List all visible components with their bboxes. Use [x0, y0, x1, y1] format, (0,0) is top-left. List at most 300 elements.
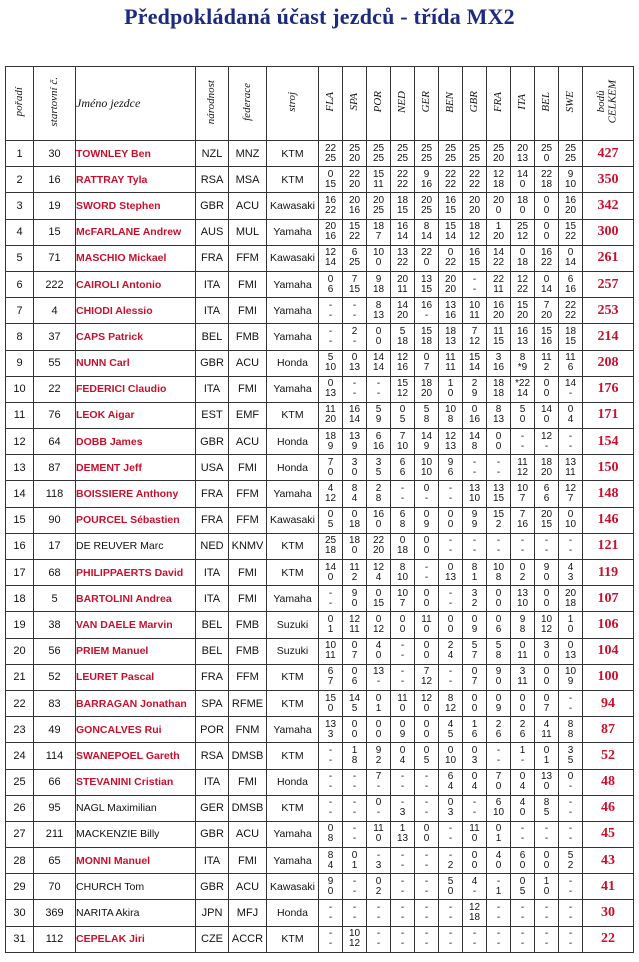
race1-points: 5	[519, 404, 526, 416]
race-result-cell	[559, 507, 583, 533]
start-number-cell: 66	[34, 769, 76, 795]
race2-points: -	[448, 597, 453, 609]
race-result-cell	[439, 350, 463, 376]
race1-points: 25	[372, 142, 385, 154]
race1-points: 20	[348, 194, 361, 206]
race2-points: 9	[375, 414, 382, 426]
race2-points: 6	[567, 362, 574, 374]
race2-points: -	[568, 388, 573, 400]
race1-points: 15	[396, 378, 409, 390]
race-result-cell	[463, 612, 487, 638]
race1-points: 22	[348, 168, 361, 180]
race1-points: 9	[471, 509, 478, 521]
race2-points: 25	[372, 152, 385, 164]
race2-points: -	[568, 781, 573, 793]
race1-points: -	[400, 928, 405, 940]
bike-cell: Yamaha	[267, 376, 319, 402]
race1-points: 0	[375, 875, 382, 887]
race-result-cell	[343, 324, 367, 350]
race1-points: 7	[351, 273, 358, 285]
race1-points: 6	[327, 666, 334, 678]
race2-points: 15	[492, 493, 505, 505]
race2-points: -	[448, 493, 453, 505]
race2-points: 1	[471, 571, 478, 583]
race-result-cell	[343, 586, 367, 612]
rider-name-cell: BARRAGAN Jonathan	[76, 690, 196, 716]
race2-points: 15	[468, 257, 481, 269]
total-points-cell: 22	[583, 926, 634, 952]
race1-points: -	[544, 535, 549, 547]
race2-points: 18	[468, 912, 481, 924]
race1-points: -	[328, 771, 333, 783]
race-result-cell	[367, 769, 391, 795]
race2-points: 13	[516, 335, 529, 347]
race1-points: -	[568, 875, 573, 887]
race2-points: 5	[375, 466, 382, 478]
race-result-cell	[559, 167, 583, 193]
race-result-cell	[391, 795, 415, 821]
race-result-cell	[319, 481, 343, 507]
race-result-cell	[367, 795, 391, 821]
race1-points: 10	[420, 456, 433, 468]
table-header-row	[6, 67, 634, 141]
race2-points: 5	[519, 885, 526, 897]
race2-points: 0	[375, 257, 382, 269]
race1-points: 15	[564, 221, 577, 233]
race-result-cell	[343, 717, 367, 743]
race-result-cell	[511, 141, 535, 167]
position-cell: 6	[6, 271, 34, 297]
race2-points: -	[400, 885, 405, 897]
race-result-cell	[343, 638, 367, 664]
start-number-cell: 70	[34, 874, 76, 900]
race1-points: 18	[324, 430, 337, 442]
race-result-cell	[511, 271, 535, 297]
race-result-cell	[367, 193, 391, 219]
race1-points: 16	[540, 247, 553, 259]
race2-points: -	[568, 440, 573, 452]
race1-points: -	[400, 771, 405, 783]
federation-cell: FMI	[229, 560, 267, 586]
race2-points: 0	[351, 545, 358, 557]
total-points-cell: 45	[583, 821, 634, 847]
race-result-cell	[391, 324, 415, 350]
race2-points: 9	[351, 440, 358, 452]
position-cell: 30	[6, 900, 34, 926]
race2-points: 18	[516, 257, 529, 269]
race-result-cell	[439, 271, 463, 297]
nationality-cell: FRA	[196, 481, 229, 507]
start-number-cell: 118	[34, 481, 76, 507]
bike-cell: Honda	[267, 350, 319, 376]
race1-points: 3	[375, 456, 382, 468]
race2-points: 10	[468, 493, 481, 505]
race-result-cell	[367, 402, 391, 428]
federation-cell: FMI	[229, 376, 267, 402]
race1-points: 0	[519, 561, 526, 573]
race-result-cell	[463, 717, 487, 743]
race-result-cell	[559, 612, 583, 638]
race1-points: 7	[423, 666, 430, 678]
race-result-cell	[415, 507, 439, 533]
race2-points: 5	[567, 754, 574, 766]
race-result-cell	[391, 245, 415, 271]
race2-points: 16	[324, 231, 337, 243]
race1-points: -	[568, 535, 573, 547]
race-result-cell	[535, 743, 559, 769]
race-result-cell	[415, 193, 439, 219]
race-result-cell	[415, 350, 439, 376]
header-race-fla: FLA	[319, 67, 343, 141]
position-cell: 4	[6, 219, 34, 245]
race1-points: 14	[564, 378, 577, 390]
race-result-cell	[391, 141, 415, 167]
race2-points: 20	[348, 152, 361, 164]
race2-points: -	[496, 912, 501, 924]
race1-points: 9	[327, 875, 334, 887]
start-number-cell: 19	[34, 193, 76, 219]
race1-points: -	[352, 823, 357, 835]
race2-points: 0	[519, 204, 526, 216]
race-result-cell	[319, 821, 343, 847]
race-result-cell	[463, 638, 487, 664]
race1-points: -	[496, 875, 501, 887]
nationality-cell: GBR	[196, 193, 229, 219]
race2-points: 0	[423, 545, 430, 557]
race2-points: 11	[349, 623, 360, 635]
race1-points: -	[328, 928, 333, 940]
race2-points: 0	[327, 702, 334, 714]
race-result-cell	[367, 533, 391, 559]
position-cell: 20	[6, 638, 34, 664]
race1-points: 5	[327, 352, 334, 364]
race1-points: 3	[495, 352, 502, 364]
race1-points: 9	[375, 744, 382, 756]
race1-points: 2	[447, 640, 454, 652]
race2-points: 12	[324, 493, 337, 505]
federation-cell: FMI	[229, 455, 267, 481]
position-cell: 7	[6, 298, 34, 324]
race2-points: 7	[543, 702, 550, 714]
race-result-cell	[463, 507, 487, 533]
federation-cell: FNM	[229, 717, 267, 743]
race-result-cell	[439, 402, 463, 428]
race2-points: 16	[348, 204, 361, 216]
race2-points: 9	[567, 676, 574, 688]
race2-points: -	[424, 493, 429, 505]
race1-points: 0	[375, 692, 382, 704]
rider-name-cell: LEOK Aigar	[76, 402, 196, 428]
race-result-cell	[439, 560, 463, 586]
race1-points: -	[520, 535, 525, 547]
federation-cell: FFM	[229, 507, 267, 533]
race-result-cell	[559, 298, 583, 324]
race1-points: 13	[540, 771, 553, 783]
header-race-swe: SWE	[559, 67, 583, 141]
race1-points: -	[376, 378, 381, 390]
race-result-cell	[343, 874, 367, 900]
nationality-cell: BEL	[196, 324, 229, 350]
race1-points: 0	[543, 378, 550, 390]
race-result-cell	[415, 141, 439, 167]
race2-points: 0	[375, 833, 382, 845]
race2-points: 18	[324, 545, 337, 557]
header-race-bel: BEL	[535, 67, 559, 141]
total-points-cell: 350	[583, 167, 634, 193]
race1-points: 8	[471, 561, 478, 573]
race-result-cell	[463, 324, 487, 350]
race2-points: 0	[471, 859, 478, 871]
race2-points: 8	[447, 414, 454, 426]
race2-points: 0	[495, 781, 502, 793]
race-result-cell	[439, 690, 463, 716]
race-result-cell	[367, 141, 391, 167]
race2-points: 12	[420, 676, 433, 688]
race-result-cell	[535, 193, 559, 219]
race-result-cell	[343, 560, 367, 586]
start-number-cell: 112	[34, 926, 76, 952]
race-result-cell	[367, 874, 391, 900]
race-result-cell	[415, 926, 439, 952]
race2-points: 12	[468, 231, 481, 243]
race-result-cell	[319, 219, 343, 245]
race2-points: 4	[327, 859, 334, 871]
race2-points: 7	[327, 676, 334, 688]
start-number-cell: 52	[34, 664, 76, 690]
race-result-cell	[319, 429, 343, 455]
race1-points: 16	[396, 221, 409, 233]
race1-points: 20	[444, 273, 457, 285]
race-result-cell	[439, 324, 463, 350]
race1-points: 0	[543, 273, 550, 285]
bike-cell: Kawasaki	[267, 507, 319, 533]
race1-points: -	[448, 483, 453, 495]
race2-points: -	[472, 545, 477, 557]
race1-points: -	[496, 902, 501, 914]
race-result-cell	[463, 167, 487, 193]
race1-points: 20	[540, 509, 553, 521]
race-result-cell	[319, 271, 343, 297]
race2-points: 18	[492, 388, 505, 400]
race-result-cell	[319, 900, 343, 926]
race-result-cell	[415, 848, 439, 874]
race1-points: -	[424, 771, 429, 783]
race2-points: 20	[492, 309, 505, 321]
race1-points: 16	[564, 194, 577, 206]
race1-points: 0	[399, 535, 406, 547]
race-result-cell	[487, 690, 511, 716]
race2-points: 6	[495, 728, 502, 740]
total-points-cell: 146	[583, 507, 634, 533]
race2-points: 10	[516, 597, 529, 609]
race1-points: 22	[372, 535, 385, 547]
race2-points: 0	[423, 650, 430, 662]
race2-points: 20	[468, 204, 481, 216]
header-race-ita: ITA	[511, 67, 535, 141]
race-result-cell	[535, 376, 559, 402]
race2-points: 20	[348, 178, 361, 190]
race2-points: -	[520, 912, 525, 924]
race-result-cell	[439, 219, 463, 245]
race2-points: -	[544, 912, 549, 924]
race1-points: -	[376, 902, 381, 914]
race-result-cell	[535, 848, 559, 874]
nationality-cell: ITA	[196, 560, 229, 586]
race-result-cell	[439, 717, 463, 743]
race-result-cell	[415, 821, 439, 847]
race2-points: -	[472, 807, 477, 819]
race1-points: -	[448, 587, 453, 599]
race1-points: -	[472, 928, 477, 940]
race2-points: 25	[372, 204, 385, 216]
race1-points: -	[328, 325, 333, 337]
nationality-cell: GBR	[196, 429, 229, 455]
race2-points: 8	[471, 440, 478, 452]
race-result-cell	[367, 560, 391, 586]
race-result-cell	[391, 586, 415, 612]
race1-points: 18	[348, 535, 361, 547]
nationality-cell: USA	[196, 455, 229, 481]
nationality-cell: FRA	[196, 664, 229, 690]
race-result-cell	[415, 664, 439, 690]
race-result-cell	[415, 481, 439, 507]
race2-points: -	[376, 388, 381, 400]
race1-points: 0	[543, 194, 550, 206]
race1-points: 4	[495, 849, 502, 861]
race1-points: 11	[469, 823, 480, 835]
race2-points: 25	[564, 152, 577, 164]
race1-points: -	[568, 823, 573, 835]
race2-points: 0	[351, 597, 358, 609]
race-result-cell	[343, 743, 367, 769]
race1-points: 25	[396, 142, 409, 154]
race1-points: 9	[423, 168, 430, 180]
race1-points: -	[496, 456, 501, 468]
race1-points: -	[496, 744, 501, 756]
race2-points: 2	[543, 362, 550, 374]
race2-points: 0	[447, 885, 454, 897]
race2-points: 0	[447, 519, 454, 531]
race-result-cell	[463, 664, 487, 690]
race-result-cell	[343, 429, 367, 455]
race-result-cell	[343, 245, 367, 271]
race-result-cell	[487, 560, 511, 586]
race1-points: 11	[421, 613, 432, 625]
race2-points: 16	[396, 362, 409, 374]
race-result-cell	[319, 560, 343, 586]
race1-points: -	[328, 299, 333, 311]
race2-points: 13	[444, 571, 457, 583]
race-result-cell	[463, 795, 487, 821]
race-result-cell	[343, 690, 367, 716]
race2-points: 11	[541, 728, 552, 740]
race-result-cell	[511, 769, 535, 795]
race-result-cell	[535, 769, 559, 795]
race-result-cell	[511, 848, 535, 874]
race2-points: 0	[399, 702, 406, 714]
race1-points: 13	[564, 456, 577, 468]
race2-points: -	[400, 676, 405, 688]
race1-points: 0	[519, 875, 526, 887]
race-result-cell	[391, 717, 415, 743]
race2-points: 8	[423, 414, 430, 426]
start-number-cell: 38	[34, 612, 76, 638]
race2-points: 4	[471, 781, 478, 793]
race2-points: 22	[348, 231, 361, 243]
race2-points: 15	[420, 283, 433, 295]
race-result-cell	[511, 219, 535, 245]
race2-points: 0	[375, 335, 382, 347]
race2-points: 20	[564, 204, 577, 216]
race2-points: -	[376, 676, 381, 688]
race-result-cell	[559, 638, 583, 664]
header-race-por: POR	[367, 67, 391, 141]
race-result-cell	[535, 926, 559, 952]
race-result-cell	[415, 219, 439, 245]
race1-points: -	[424, 849, 429, 861]
race-result-cell	[535, 245, 559, 271]
position-cell: 16	[6, 533, 34, 559]
race-result-cell	[415, 271, 439, 297]
race1-points: 4	[375, 640, 382, 652]
total-points-cell: 43	[583, 848, 634, 874]
nationality-cell: AUS	[196, 219, 229, 245]
race1-points: 14	[540, 404, 553, 416]
race1-points: -	[520, 902, 525, 914]
federation-cell: DMSB	[229, 743, 267, 769]
race2-points: 11	[325, 650, 336, 662]
rider-name-cell: CEPELAK Jiri	[76, 926, 196, 952]
nationality-cell: ITA	[196, 848, 229, 874]
race2-points: 8	[567, 728, 574, 740]
race2-points: 0	[423, 623, 430, 635]
race2-points: 11	[373, 178, 384, 190]
race-result-cell	[367, 350, 391, 376]
bike-cell: Honda	[267, 769, 319, 795]
race-result-cell	[367, 245, 391, 271]
race1-points: 15	[468, 352, 481, 364]
race-result-cell	[463, 141, 487, 167]
race2-points: 20	[492, 231, 505, 243]
race2-points: 25	[420, 204, 433, 216]
race1-points: 0	[543, 666, 550, 678]
race1-points: 22	[564, 299, 577, 311]
table-row	[6, 848, 634, 874]
position-cell: 24	[6, 743, 34, 769]
race-result-cell	[439, 900, 463, 926]
race-result-cell	[439, 455, 463, 481]
header-body-celkem: bodů CELKEM	[583, 67, 634, 141]
race-result-cell	[343, 455, 367, 481]
start-number-cell: 211	[34, 821, 76, 847]
race1-points: 4	[471, 875, 478, 887]
race-result-cell	[559, 874, 583, 900]
race1-points: 15	[420, 325, 433, 337]
rider-name-cell: CAPS Patrick	[76, 324, 196, 350]
race2-points: 6	[351, 676, 358, 688]
race1-points: 0	[327, 613, 334, 625]
race1-points: 11	[325, 404, 336, 416]
race2-points: 20	[540, 309, 553, 321]
race-result-cell	[559, 429, 583, 455]
start-number-cell: 16	[34, 167, 76, 193]
rider-name-cell: DOBB James	[76, 429, 196, 455]
race-result-cell	[535, 795, 559, 821]
race2-points: -	[448, 833, 453, 845]
race1-points: 16	[324, 194, 337, 206]
race-result-cell	[439, 769, 463, 795]
race1-points: 1	[519, 744, 526, 756]
